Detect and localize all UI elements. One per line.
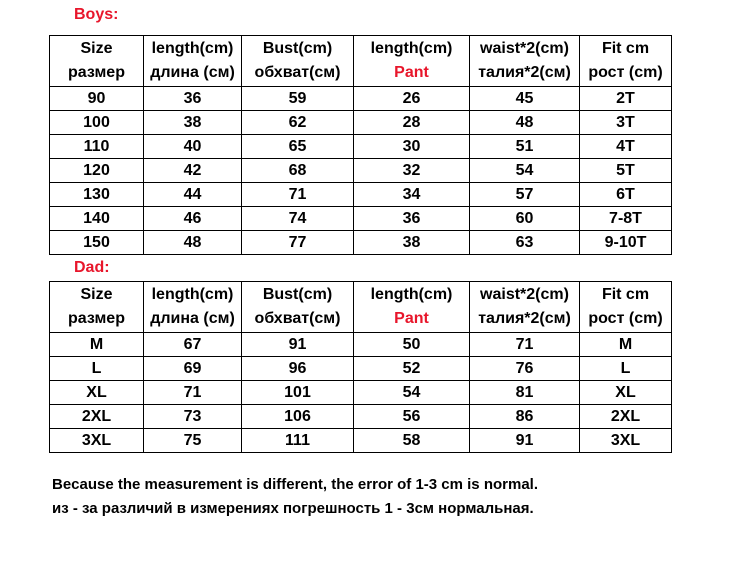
- cell-pant-length: 34: [354, 183, 470, 207]
- cell-fit: 4T: [580, 135, 672, 159]
- table-row: [50, 111, 672, 135]
- header-fit: Fit cm рост (cm): [580, 282, 672, 333]
- cell-pant-length: 58: [354, 429, 470, 453]
- cell-fit: 2T: [580, 87, 672, 111]
- table-row: [50, 357, 672, 381]
- table-row: [50, 381, 672, 405]
- cell-size: M: [50, 333, 144, 357]
- cell-fit: 2XL: [580, 405, 672, 429]
- cell-length: 71: [144, 381, 242, 405]
- cell-size: XL: [50, 381, 144, 405]
- cell-fit: M: [580, 333, 672, 357]
- header-length: length(cm) длина (см): [144, 36, 242, 87]
- cell-waist: 76: [470, 357, 580, 381]
- cell-waist: 51: [470, 135, 580, 159]
- cell-fit: 7-8T: [580, 207, 672, 231]
- cell-fit: L: [580, 357, 672, 381]
- cell-length: 48: [144, 231, 242, 255]
- cell-bust: 77: [242, 231, 354, 255]
- cell-waist: 71: [470, 333, 580, 357]
- cell-fit: 6T: [580, 183, 672, 207]
- cell-size: 100: [50, 111, 144, 135]
- cell-length: 38: [144, 111, 242, 135]
- cell-size: 150: [50, 231, 144, 255]
- cell-bust: 101: [242, 381, 354, 405]
- table-row: [50, 183, 672, 207]
- table-row: [50, 333, 672, 357]
- cell-waist: 48: [470, 111, 580, 135]
- measurement-note-russian: из - за различий в измерениях погрешность 1 - 3см нормальная.: [52, 500, 534, 517]
- cell-pant-length: 50: [354, 333, 470, 357]
- cell-pant-length: 32: [354, 159, 470, 183]
- cell-size: 140: [50, 207, 144, 231]
- cell-bust: 68: [242, 159, 354, 183]
- measurement-note-english: Because the measurement is different, the error of 1-3 cm is normal.: [52, 476, 538, 493]
- cell-bust: 71: [242, 183, 354, 207]
- dad-size-table: [49, 281, 672, 453]
- cell-length: 42: [144, 159, 242, 183]
- header-pant-length: length(cm) Pant: [354, 282, 470, 333]
- header-fit: Fit cm рост (cm): [580, 36, 672, 87]
- cell-length: 40: [144, 135, 242, 159]
- cell-waist: 57: [470, 183, 580, 207]
- header-bust: Bust(cm) обхват(см): [242, 282, 354, 333]
- cell-waist: 45: [470, 87, 580, 111]
- cell-size: 110: [50, 135, 144, 159]
- cell-length: 75: [144, 429, 242, 453]
- cell-waist: 54: [470, 159, 580, 183]
- table-row: [50, 159, 672, 183]
- cell-length: 36: [144, 87, 242, 111]
- cell-size: 120: [50, 159, 144, 183]
- cell-bust: 74: [242, 207, 354, 231]
- cell-pant-length: 52: [354, 357, 470, 381]
- cell-bust: 91: [242, 333, 354, 357]
- table-row: [50, 405, 672, 429]
- cell-size: 130: [50, 183, 144, 207]
- header-waist: waist*2(cm) талия*2(см): [470, 282, 580, 333]
- cell-bust: 62: [242, 111, 354, 135]
- cell-waist: 86: [470, 405, 580, 429]
- table-row: [50, 87, 672, 111]
- cell-bust: 96: [242, 357, 354, 381]
- cell-waist: 81: [470, 381, 580, 405]
- cell-size: 3XL: [50, 429, 144, 453]
- cell-pant-length: 54: [354, 381, 470, 405]
- cell-length: 44: [144, 183, 242, 207]
- cell-fit: 5T: [580, 159, 672, 183]
- header-bust: Bust(cm) обхват(см): [242, 36, 354, 87]
- cell-size: L: [50, 357, 144, 381]
- table-header-row: [50, 282, 672, 333]
- cell-waist: 91: [470, 429, 580, 453]
- boys-section-title: Boys:: [74, 6, 119, 23]
- cell-pant-length: 36: [354, 207, 470, 231]
- cell-length: 67: [144, 333, 242, 357]
- cell-waist: 60: [470, 207, 580, 231]
- cell-length: 73: [144, 405, 242, 429]
- cell-pant-length: 38: [354, 231, 470, 255]
- header-waist: waist*2(cm) талия*2(см): [470, 36, 580, 87]
- dad-section-title: Dad:: [74, 259, 110, 276]
- cell-size: 90: [50, 87, 144, 111]
- cell-length: 69: [144, 357, 242, 381]
- cell-bust: 59: [242, 87, 354, 111]
- table-row: [50, 429, 672, 453]
- cell-fit: 3XL: [580, 429, 672, 453]
- boys-size-table: [49, 35, 672, 255]
- table-row: [50, 231, 672, 255]
- cell-pant-length: 26: [354, 87, 470, 111]
- cell-pant-length: 56: [354, 405, 470, 429]
- header-size: Size размер: [50, 36, 144, 87]
- cell-size: 2XL: [50, 405, 144, 429]
- cell-bust: 111: [242, 429, 354, 453]
- header-pant-length: length(cm) Pant: [354, 36, 470, 87]
- cell-bust: 65: [242, 135, 354, 159]
- table-header-row: [50, 36, 672, 87]
- header-length: length(cm) длина (см): [144, 282, 242, 333]
- table-row: [50, 135, 672, 159]
- table-row: [50, 207, 672, 231]
- cell-fit: 9-10T: [580, 231, 672, 255]
- cell-fit: 3T: [580, 111, 672, 135]
- cell-bust: 106: [242, 405, 354, 429]
- cell-pant-length: 30: [354, 135, 470, 159]
- cell-waist: 63: [470, 231, 580, 255]
- cell-pant-length: 28: [354, 111, 470, 135]
- header-size: Size размер: [50, 282, 144, 333]
- cell-fit: XL: [580, 381, 672, 405]
- cell-length: 46: [144, 207, 242, 231]
